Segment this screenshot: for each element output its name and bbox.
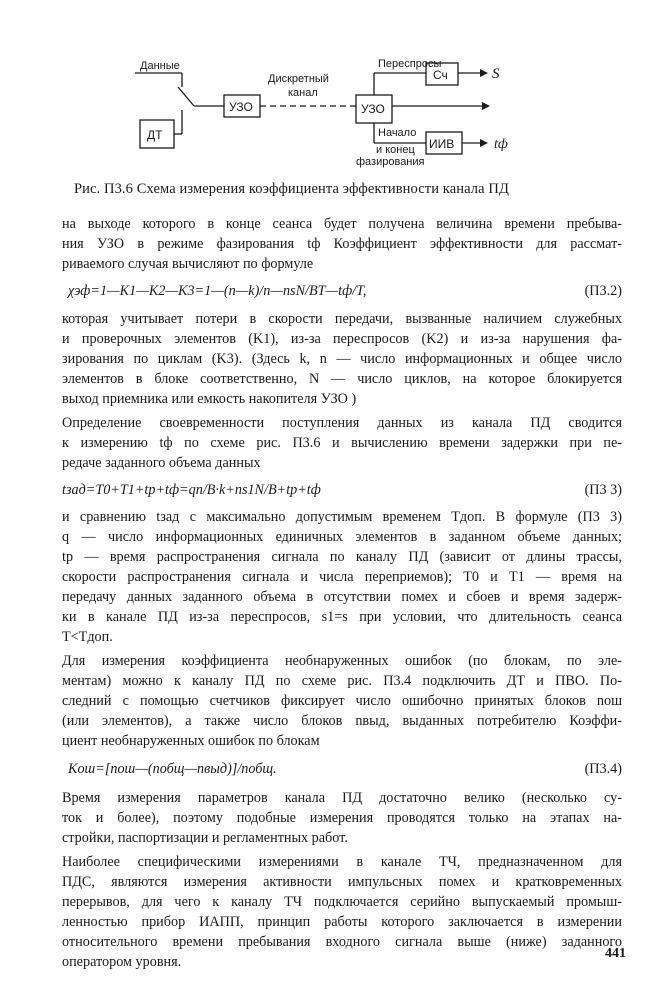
- text-line: скорости распространения сигнала и числа переприемов); T0 и T1 — время на: [62, 569, 622, 585]
- formula-number: (П3.2): [584, 283, 622, 299]
- text-line: ния УЗО в режиме фазирования tф Коэффициент эффективности для рассмат-: [62, 236, 622, 252]
- paragraph-6: [62, 788, 622, 848]
- text-line: Наиболее специфическими измерениями в канале ТЧ, предназначенном для: [62, 854, 622, 870]
- uzo-right-label: УЗО: [361, 102, 385, 116]
- formula-p3-4: [68, 759, 622, 779]
- switch: [178, 87, 194, 106]
- text-line: ки в канале ПД из-за переспросов, s1=s при условии, что длительность сеанса: [62, 609, 622, 625]
- body-text: [62, 214, 622, 972]
- page-number: 441: [605, 946, 626, 961]
- formula-number: (П3 3): [584, 482, 622, 498]
- text-line: Для измерения коэффициента необнаруженных ошибок (по блокам, по эле-: [62, 653, 622, 669]
- text-line: (или элементов), а также число блоков nвыд, выданных потребителю Коэффи-: [62, 713, 622, 729]
- text-line: редаче заданного объема данных: [62, 455, 261, 471]
- formula-p3-2: [68, 281, 622, 301]
- text-line: и сравнению tзад с максимально допустимым временем Tдоп. В формуле (П3 3): [62, 509, 622, 525]
- text-line: ток и более), поэтому подобные измерения проводятся только на этапах на-: [62, 810, 622, 826]
- text-line: передачу данных заданного объема в отсутствии помех и сбоев и время задерж-: [62, 589, 622, 605]
- s-output-label: S: [492, 66, 500, 82]
- text-line: к измерению tф по схеме рис. П3.6 и вычислению времени задержки при пе-: [62, 435, 622, 451]
- iiv-label: ИИВ: [429, 137, 455, 151]
- text-line: перерывов, для чего к каналу ТЧ подключается серийно выпускаемый промыш-: [62, 894, 622, 910]
- channel-label-2: канал: [288, 87, 318, 99]
- text-line: выход приемника или емкость накопителя УЗО ): [62, 391, 357, 407]
- uzo-left-label: УЗО: [229, 100, 253, 114]
- figure-caption: Рис. П3.6 Схема измерения коэффициента эффективности канала ПД: [74, 181, 509, 197]
- dt-label: ДТ: [147, 128, 163, 142]
- paragraph-3: [62, 413, 622, 473]
- start-label-2: и конец: [376, 144, 415, 156]
- text-line: следний с помощью счетчиков фиксирует число ошибочно принятых блоков nош: [62, 693, 622, 709]
- re-requests-label: Переспросы: [378, 58, 442, 70]
- formula-p3-3: [62, 480, 622, 500]
- diagram-label-data: Данные: [140, 60, 180, 72]
- text-line: tр — время распространения сигнала по каналу ПД (зависит от длины трассы,: [62, 549, 622, 565]
- text-line: T<Tдоп.: [62, 629, 113, 645]
- start-label-1: Начало: [378, 127, 417, 139]
- measurement-diagram: [120, 40, 520, 175]
- text-line: риваемого случая вычисляют по формуле: [62, 256, 314, 272]
- tf-output-label: tф: [494, 137, 508, 152]
- text-line: ментам) можно к каналу ПД по схеме рис. П3.4 подключить ДТ и ПВО. По-: [62, 673, 622, 689]
- text-line: ПДС, являются измерения активности импульсных помех и кратковременных: [62, 874, 622, 890]
- paragraph-4: [62, 507, 622, 647]
- paragraph-7: [62, 852, 622, 972]
- text-line: зирования по циклам (K3). (Здесь k, n — число информационных и общее число: [62, 351, 622, 367]
- channel-label-1: Дискретный: [268, 73, 329, 85]
- text-line: на выходе которого в конце сеанса будет получена величина времени пребыва-: [62, 216, 622, 232]
- text-line: q — число информационных единичных элементов в заданном объеме данных;: [62, 529, 622, 545]
- text-line: оператором уровня.: [62, 954, 182, 970]
- paragraph-2: [62, 309, 622, 409]
- sch-label: Сч: [433, 68, 448, 82]
- formula-text: Kош=[nош—(nобщ—nвыд)]/nобщ.: [68, 761, 277, 777]
- formula-text: χэф=1—K1—K2—K3=1—(n—k)/n—nsN/BT—tф/T,: [68, 283, 367, 299]
- diagram-svg: [120, 40, 520, 175]
- text-line: ленностью прибор ИАПП, принцип работы которого заключается в измерении: [62, 914, 622, 930]
- paragraph-1: [62, 214, 622, 274]
- text-line: стройки, паспортизации и регламентных работ.: [62, 830, 348, 846]
- text-line: элементов в блоке соответственно, N — число циклов, на которое блокируется: [62, 371, 622, 387]
- paragraph-5: [62, 651, 622, 751]
- start-label-3: фазирования: [356, 156, 425, 168]
- text-line: и проверочных элементов (K1), из-за переспросов (K2) и из-за нарушения фа-: [62, 331, 622, 347]
- formula-number: (П3.4): [584, 761, 622, 777]
- text-line: Определение своевременности поступления данных из канала ПД сводится: [62, 415, 622, 431]
- text-line: которая учитывает потери в скорости передачи, вызванные наличием служебных: [62, 311, 622, 327]
- formula-text: tзад=T0+T1+tр+tф=qn/B·k+ns1N/B+tр+tф: [62, 482, 321, 498]
- text-line: относительного времени пребывания входного сигнала выше (ниже) заданного: [62, 934, 622, 950]
- text-line: циент необнаруженных ошибок по блокам: [62, 733, 320, 749]
- text-line: Время измерения параметров канала ПД достаточно велико (несколько су-: [62, 790, 622, 806]
